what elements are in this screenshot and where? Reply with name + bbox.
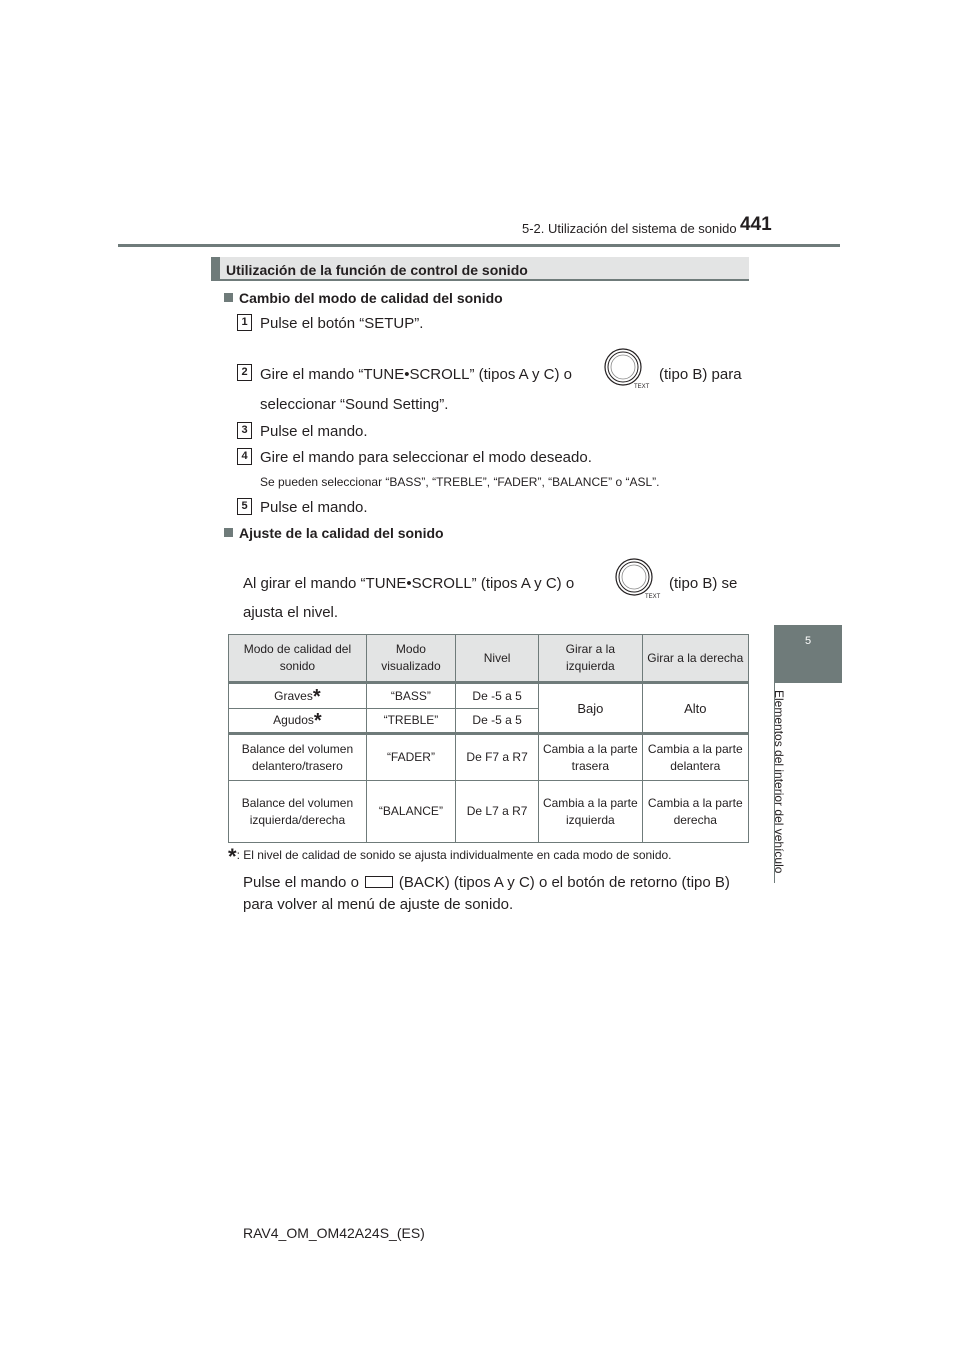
chapter-tab bbox=[774, 625, 842, 683]
step-number-5: 5 bbox=[237, 498, 252, 515]
mode-text: Graves bbox=[274, 688, 313, 703]
subsection-heading-adjust-quality bbox=[224, 525, 444, 541]
adjust-text-a: Al girar el mando “TUNE•SCROLL” (tipos A y C) o bbox=[243, 575, 575, 592]
sound-quality-table bbox=[228, 634, 749, 843]
subsection-title: Ajuste de la calidad del sonido bbox=[239, 525, 444, 541]
adjust-text-c: ajusta el nivel. bbox=[243, 604, 339, 621]
table-cell-display: “TREBLE” bbox=[366, 709, 455, 734]
table-cell-right: Cambia a la parte derecha bbox=[642, 781, 748, 843]
table-cell-mode: Balance del volumen delantero/trasero bbox=[229, 734, 367, 781]
step-text-2b: (tipo B) para bbox=[659, 366, 742, 383]
table-cell-left: Cambia a la parte trasera bbox=[539, 734, 642, 781]
table-cell-level: De -5 a 5 bbox=[456, 683, 539, 709]
page-number: 441 bbox=[740, 214, 772, 235]
adjust-text-b: (tipo B) se bbox=[669, 575, 738, 592]
closing-line-1 bbox=[243, 874, 730, 891]
step-note: Se pueden seleccionar “BASS”, “TREBLE”, “FADER”, “BALANCE” o “ASL”. bbox=[260, 475, 660, 489]
table-header-cell: Modo visualizado bbox=[366, 635, 455, 683]
table-cell-level: De -5 a 5 bbox=[456, 709, 539, 734]
table-cell-right: Alto bbox=[642, 683, 748, 734]
step-text-2a: Gire el mando “TUNE•SCROLL” (tipos A y C) o bbox=[260, 366, 573, 383]
section-heading: Utilización de la función de control de sonido bbox=[226, 262, 528, 278]
square-bullet-icon bbox=[224, 528, 233, 537]
table-header-cell: Girar a la derecha bbox=[642, 635, 748, 683]
mode-text: Agudos bbox=[273, 713, 314, 727]
table-cell-display: “BALANCE” bbox=[366, 781, 455, 843]
step-number-1: 1 bbox=[237, 314, 252, 331]
table-cell-level: De L7 a R7 bbox=[456, 781, 539, 843]
subsection-heading-quality-mode bbox=[224, 290, 503, 306]
tune-knob-icon bbox=[604, 347, 650, 390]
footnote bbox=[228, 844, 672, 870]
asterisk-mark: * bbox=[313, 710, 322, 732]
knob-text-label: TEXT bbox=[645, 594, 661, 600]
table-row bbox=[229, 734, 749, 781]
chapter-label: Elementos del interior del vehículo bbox=[772, 690, 786, 874]
step-number-2: 2 bbox=[237, 364, 252, 381]
footnote-asterisk: * bbox=[228, 844, 237, 869]
table-row bbox=[229, 781, 749, 843]
table-header-cell: Modo de calidad del sonido bbox=[229, 635, 367, 683]
closing-line-2: para volver al menú de ajuste de sonido. bbox=[243, 896, 514, 913]
table-cell-display: “BASS” bbox=[366, 683, 455, 709]
closing-text-b: (BACK) (tipos A y C) o el botón de retorno (tipo B) bbox=[398, 874, 730, 891]
knob-text-label: TEXT bbox=[634, 384, 650, 390]
table-cell-left: Bajo bbox=[539, 683, 642, 734]
footnote-text: : El nivel de calidad de sonido se ajusta individualmente en cada modo de sonido. bbox=[236, 848, 672, 862]
step-text-2c: seleccionar “Sound Setting”. bbox=[260, 396, 449, 413]
header-rule bbox=[118, 244, 840, 247]
tune-knob-icon bbox=[615, 557, 661, 600]
table-cell-mode bbox=[229, 709, 367, 734]
back-button-icon bbox=[365, 876, 393, 888]
asterisk-mark: * bbox=[312, 685, 321, 708]
table-header-row bbox=[229, 635, 749, 683]
table-cell-right: Cambia a la parte delantera bbox=[642, 734, 748, 781]
step-number-3: 3 bbox=[237, 422, 252, 439]
chapter-number: 5 bbox=[804, 635, 812, 647]
step-number-4: 4 bbox=[237, 448, 252, 465]
table-header-cell: Nivel bbox=[456, 635, 539, 683]
table-header-cell: Girar a la izquierda bbox=[539, 635, 642, 683]
step-text-3: Pulse el mando. bbox=[260, 423, 368, 440]
step-text-5: Pulse el mando. bbox=[260, 499, 368, 516]
table-cell-level: De F7 a R7 bbox=[456, 734, 539, 781]
subsection-title: Cambio del modo de calidad del sonido bbox=[239, 290, 503, 306]
step-text-4: Gire el mando para seleccionar el modo deseado. bbox=[260, 449, 592, 466]
table-row bbox=[229, 683, 749, 709]
step-text-1: Pulse el botón “SETUP”. bbox=[260, 315, 424, 332]
document-code: RAV4_OM_OM42A24S_(ES) bbox=[243, 1225, 425, 1241]
table-cell-mode bbox=[229, 683, 367, 709]
table-cell-mode: Balance del volumen izquierda/derecha bbox=[229, 781, 367, 843]
table-cell-left: Cambia a la parte izquierda bbox=[539, 781, 642, 843]
square-bullet-icon bbox=[224, 293, 233, 302]
closing-text-a: Pulse el mando o bbox=[243, 874, 359, 891]
section-title: 5-2. Utilización del sistema de sonido bbox=[522, 221, 737, 236]
table-cell-display: “FADER” bbox=[366, 734, 455, 781]
chapter-label-wrap bbox=[772, 690, 806, 890]
